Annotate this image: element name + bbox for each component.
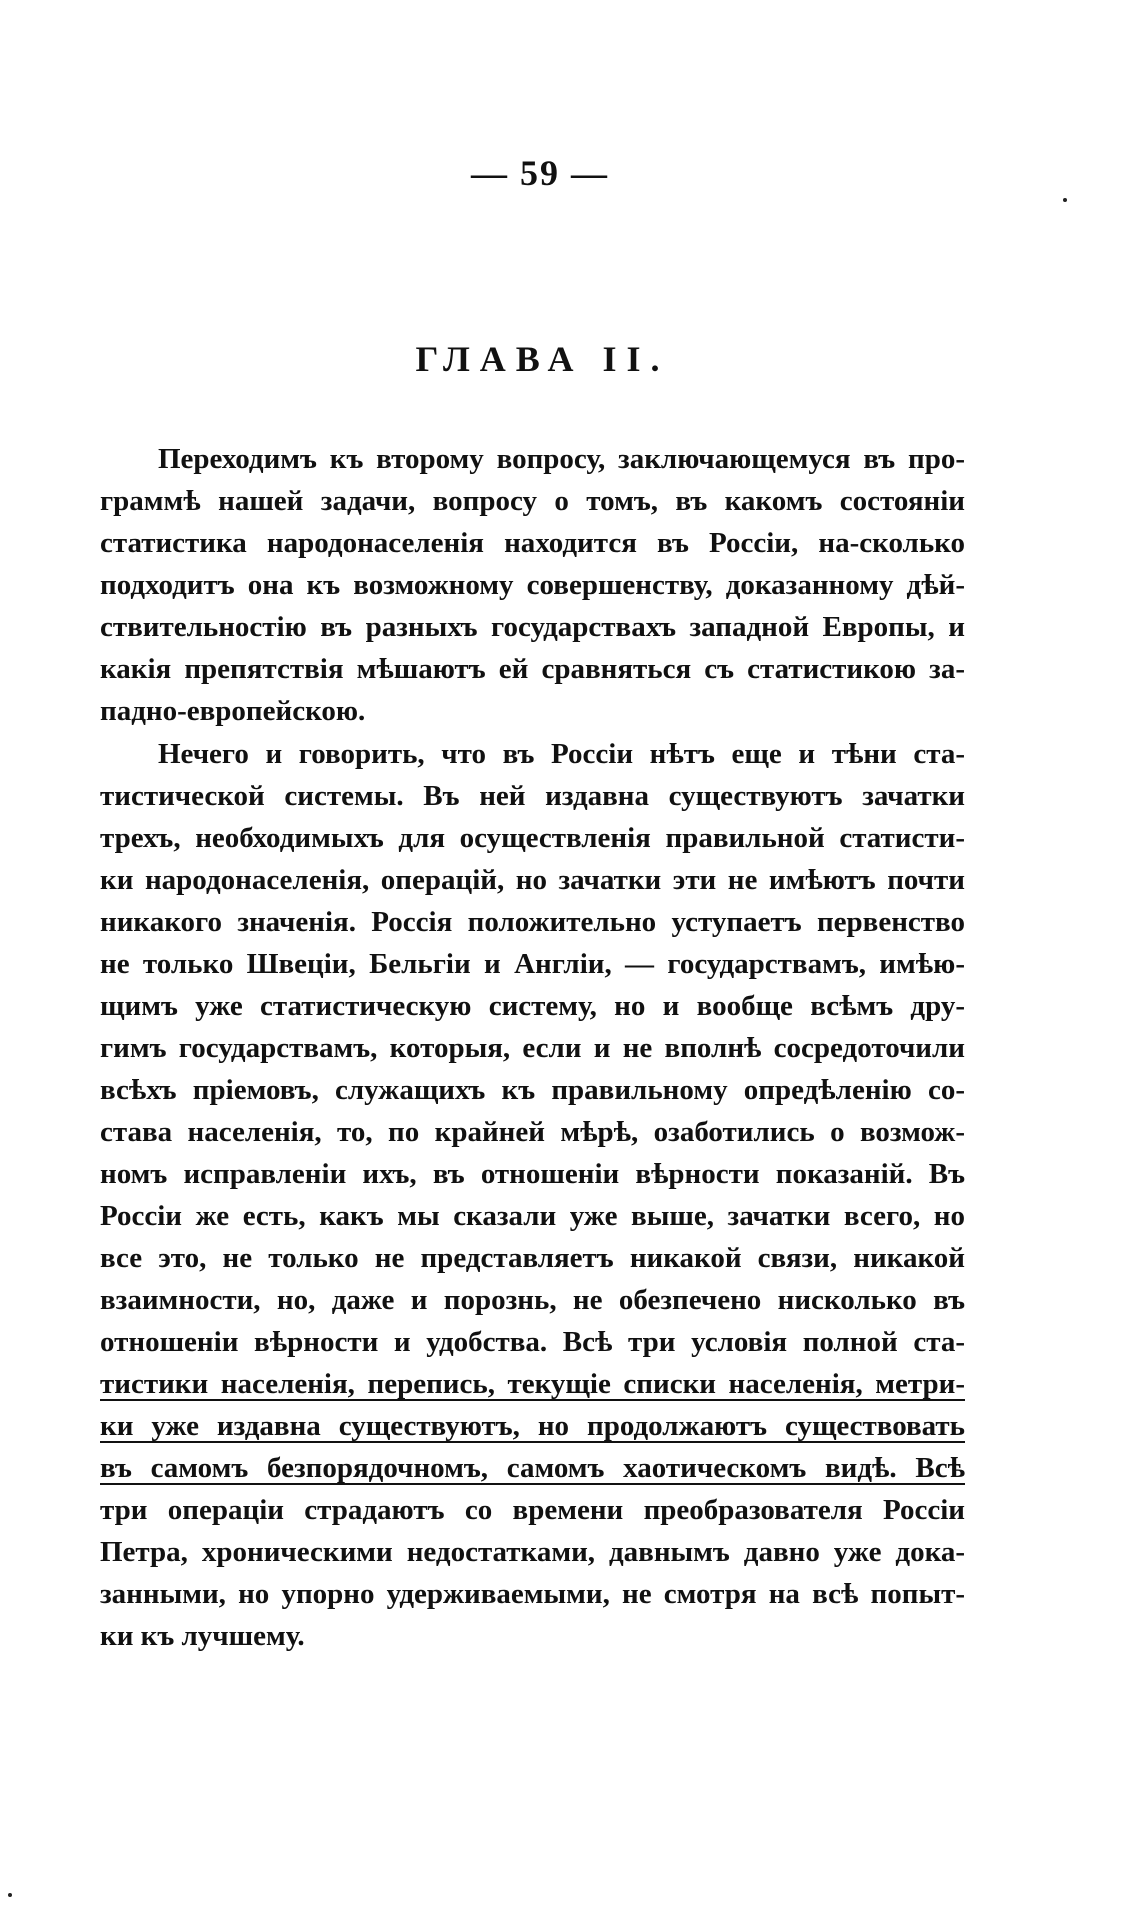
text-line: тистической системы. Въ ней издавна существуютъ зачатки — [100, 780, 965, 812]
text-line: ки народонаселенія, операцій, но зачатки эти не имѣютъ почти — [100, 864, 965, 896]
text-line: ствительностію въ разныхъ государствахъ западной Европы, и — [100, 611, 965, 643]
text-line: щимъ уже статистическую систему, но и вообще всѣмъ дру- — [100, 990, 965, 1022]
text-line: падно-европейскою. — [100, 695, 366, 727]
scan-speck — [8, 1893, 12, 1897]
text-line: граммѣ нашей задачи, вопросу о томъ, въ какомъ состояніи — [100, 485, 965, 517]
text-line: статистика народонаселенія находится въ Россіи, на-сколько — [100, 527, 965, 559]
page-number: — 59 — — [471, 153, 609, 193]
text-line: Нечего и говорить, что въ Россіи нѣтъ еще и тѣни ста- — [158, 738, 965, 770]
text-line: номъ исправленіи ихъ, въ отношеніи вѣрности показаній. Въ — [100, 1158, 965, 1190]
text-line: занными, но упорно удерживаемыми, не смотря на всѣ попыт- — [100, 1578, 965, 1610]
text-line: все это, не только не представляетъ никакой связи, никакой — [100, 1242, 965, 1274]
text-line: Петра, хроническими недостатками, давнымъ давно уже дока- — [100, 1536, 965, 1568]
text-line: никакого значенія. Россія положительно уступаетъ первенство — [100, 906, 965, 938]
underlined-text-line: ки уже издавна существуютъ, но продолжаютъ существовать — [100, 1410, 965, 1442]
paragraph-1 — [100, 438, 965, 732]
text-line: всѣхъ пріемовъ, служащихъ къ правильному опредѣленію со- — [100, 1074, 965, 1106]
text-line: три операціи страдаютъ со времени преобразователя Россіи — [100, 1494, 965, 1526]
text-line: гимъ государствамъ, которыя, если и не вполнѣ сосредоточили — [100, 1032, 965, 1064]
text-line: Переходимъ къ второму вопросу, заключающемуся въ про- — [158, 443, 965, 475]
underlined-text-line: тистики населенія, перепись, текущіе списки населенія, метри- — [100, 1368, 965, 1400]
text-line: подходитъ она къ возможному совершенству, доказанному дѣй- — [100, 569, 965, 601]
underlined-text-line: въ самомъ безпорядочномъ, самомъ хаотическомъ видѣ. Всѣ — [100, 1452, 965, 1484]
text-line: ки къ лучшему. — [100, 1620, 305, 1652]
text-line: става населенія, то, по крайней мѣрѣ, озаботились о возмож- — [100, 1116, 965, 1148]
text-line: трехъ, необходимыхъ для осуществленія правильной статисти- — [100, 822, 965, 854]
text-line: не только Швеціи, Бельгіи и Англіи, — государствамъ, имѣю- — [100, 948, 965, 980]
text-line: взаимности, но, даже и порознь, не обезпечено нисколько въ — [100, 1284, 965, 1316]
text-line: отношеніи вѣрности и удобства. Всѣ три условія полной ста- — [100, 1326, 965, 1358]
text-line: Россіи же есть, какъ мы сказали уже выше, зачатки всего, но — [100, 1200, 965, 1232]
chapter-title: ГЛАВА II. — [415, 339, 670, 379]
paragraph-2 — [100, 733, 965, 1657]
scan-speck — [1063, 198, 1067, 202]
text-line: какія препятствія мѣшаютъ ей сравняться съ статистикою за- — [100, 653, 965, 685]
